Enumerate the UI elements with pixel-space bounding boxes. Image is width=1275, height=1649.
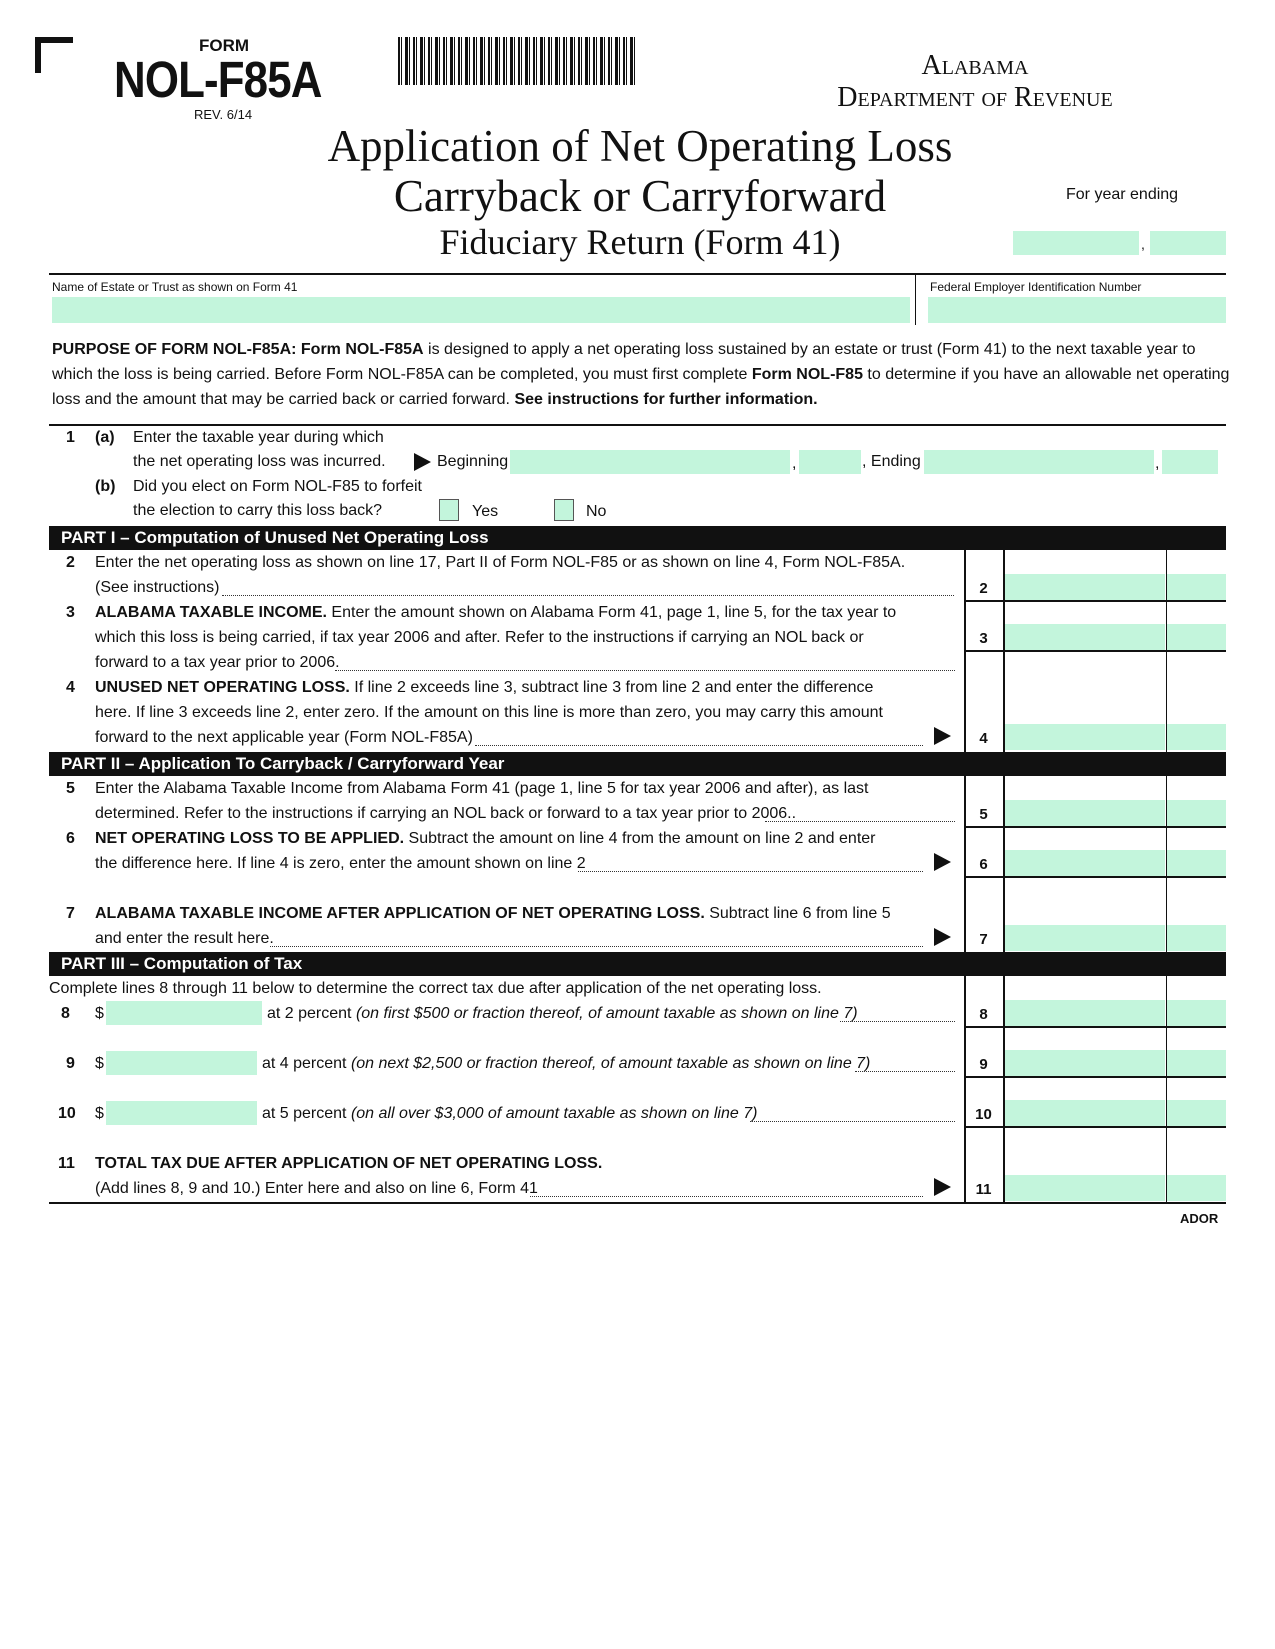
line3-box-number: 3 xyxy=(979,630,988,647)
year-ending-month-day-field[interactable] xyxy=(1013,231,1139,255)
yes-label: Yes xyxy=(472,503,499,520)
line2-amount-field[interactable] xyxy=(1005,574,1165,600)
line2-box-number: 2 xyxy=(979,580,988,597)
purpose-text2: to determine if you have an allowable net operating loss and the amount that may be carried back or carried forward. xyxy=(52,366,1230,408)
beginning-label: Beginning xyxy=(437,453,509,470)
line3-number: 3 xyxy=(66,604,75,621)
revision: REV. 6/14 xyxy=(194,107,253,122)
dot-leader xyxy=(270,945,923,947)
line10-number: 10 xyxy=(58,1105,76,1122)
line8-number: 8 xyxy=(61,1005,70,1022)
dot-leader xyxy=(840,1020,955,1022)
agency-name: Alabama xyxy=(921,50,1029,81)
line8-rate: at 2 percent xyxy=(267,1005,356,1022)
line4-box-number: 4 xyxy=(979,730,988,747)
dollar-sign: $ xyxy=(95,1055,104,1072)
year-ending-label: For year ending xyxy=(1066,186,1179,203)
corner-mark xyxy=(35,37,73,73)
comma: , xyxy=(1141,236,1145,252)
fein-field[interactable] xyxy=(928,297,1226,323)
comma: , xyxy=(792,455,797,472)
footer-code: ADOR xyxy=(1180,1211,1219,1226)
part1-header: PART I – Computation of Unused Net Operating Loss xyxy=(49,526,1226,550)
line6-text-a-rest: Subtract the amount on line 4 from the amount on line 2 and enter xyxy=(404,830,876,847)
line4-text-a-rest: If line 2 exceeds line 3, subtract line 3 from line 2 and enter the difference xyxy=(349,679,874,696)
dot-leader xyxy=(765,820,955,822)
line10-box-number: 10 xyxy=(975,1106,992,1123)
arrow-icon xyxy=(934,853,951,871)
line2-text-a: Enter the net operating loss as shown on line 17, Part II of Form NOL-F85 or as shown on line 4, Form NOL-F85A. xyxy=(95,554,906,571)
dot-leader xyxy=(530,1195,923,1197)
dot-leader xyxy=(578,870,923,872)
line4-amount-field[interactable] xyxy=(1005,724,1165,750)
line7-number: 7 xyxy=(66,905,75,922)
purpose-lead: PURPOSE OF FORM NOL-F85A: Form NOL-F85A xyxy=(52,341,424,358)
line10-cents-field[interactable] xyxy=(1167,1100,1226,1126)
dot-leader xyxy=(750,1120,955,1122)
dot-leader xyxy=(335,669,955,671)
ending-label: , Ending xyxy=(862,453,921,470)
line7-text-a xyxy=(95,905,891,923)
beginning-year-field[interactable] xyxy=(799,450,861,474)
part2-header: PART II – Application To Carryback / Carryforward Year xyxy=(49,752,1226,776)
line11-cents-field[interactable] xyxy=(1167,1175,1226,1201)
line5-cents-field[interactable] xyxy=(1167,800,1226,826)
line9-number: 9 xyxy=(66,1055,75,1072)
line7-cents-field[interactable] xyxy=(1167,925,1226,951)
line9-cents-field[interactable] xyxy=(1167,1050,1226,1076)
agency-department: Department of Revenue xyxy=(837,82,1113,113)
estate-name-field[interactable] xyxy=(52,297,910,323)
comma: , xyxy=(1155,455,1160,472)
line9-note: (on next $2,500 or fraction thereof, of amount taxable as shown on line 7) xyxy=(350,1055,871,1072)
ending-year-field[interactable] xyxy=(1162,450,1218,474)
line8-note: (on first $500 or fraction thereof, of amount taxable as shown on line 7) xyxy=(355,1005,858,1022)
line1a-text2: the net operating loss was incurred. xyxy=(133,453,386,470)
line10-amount-field[interactable] xyxy=(1005,1100,1165,1126)
line2-cents-field[interactable] xyxy=(1167,574,1226,600)
line3-cents-field[interactable] xyxy=(1167,624,1226,650)
line5-number: 5 xyxy=(66,780,75,797)
line7-bold: ALABAMA TAXABLE INCOME AFTER APPLICATION OF NET OPERATING LOSS. xyxy=(95,905,705,922)
line10-text xyxy=(262,1105,757,1123)
arrow-icon xyxy=(414,453,431,471)
line10-rate: at 5 percent xyxy=(262,1105,351,1122)
arrow-icon xyxy=(934,727,951,745)
line11-text-a: TOTAL TAX DUE AFTER APPLICATION OF NET OPERATING LOSS. xyxy=(95,1155,603,1172)
rule xyxy=(964,1126,1226,1128)
line1b-label: (b) xyxy=(95,478,116,495)
line9-taxable-amount-field[interactable] xyxy=(106,1051,257,1075)
line9-text xyxy=(262,1055,870,1073)
purpose-text1: is designed to apply a net operating loss sustained by an estate or trust (Form 41) to the next taxable year to which the loss is being carried. Before Form NOL-F85A can be completed, you must first complete xyxy=(52,341,1196,383)
line3-text-c: forward to a tax year prior to 2006. xyxy=(95,654,340,671)
line1a-text1: Enter the taxable year during which xyxy=(133,429,384,446)
line6-amount-field[interactable] xyxy=(1005,850,1165,876)
beginning-date-field[interactable] xyxy=(510,450,790,474)
rule xyxy=(964,826,1226,828)
purpose-bold3: See instructions for further information. xyxy=(514,391,818,408)
rule xyxy=(964,876,1226,878)
line3-amount-field[interactable] xyxy=(1005,624,1165,650)
rule xyxy=(49,1202,1226,1204)
line1-number: 1 xyxy=(66,429,75,446)
title-line1: Application of Net Operating Loss xyxy=(327,121,953,171)
dot-leader xyxy=(855,1070,955,1072)
line8-cents-field[interactable] xyxy=(1167,1000,1226,1026)
line5-text-b: determined. Refer to the instructions if carrying an NOL back or forward to a tax year prior to 2006.. xyxy=(95,805,797,822)
arrow-icon xyxy=(934,1178,951,1196)
line5-box-number: 5 xyxy=(979,806,988,823)
line2-text-b: (See instructions) xyxy=(95,579,220,596)
line11-number: 11 xyxy=(58,1155,75,1172)
purpose-bold2: Form NOL-F85 xyxy=(751,366,863,383)
line4-text-c: forward to the next applicable year (Form NOL-F85A) xyxy=(95,729,473,746)
line4-text-b: here. If line 3 exceeds line 2, enter zero. If the amount on this line is more than zero, you may carry this amount xyxy=(95,704,883,721)
line6-cents-field[interactable] xyxy=(1167,850,1226,876)
arrow-icon xyxy=(934,928,951,946)
ending-date-field[interactable] xyxy=(924,450,1154,474)
line1b-text1: Did you elect on Form NOL-F85 to forfeit xyxy=(133,478,422,495)
no-checkbox[interactable] xyxy=(554,499,574,521)
line9-amount-field[interactable] xyxy=(1005,1050,1165,1076)
rule xyxy=(49,424,1226,426)
line2-number: 2 xyxy=(66,554,75,571)
line1a-label: (a) xyxy=(95,429,115,446)
dollar-sign: $ xyxy=(95,1105,104,1122)
form-label: FORM xyxy=(199,36,250,55)
line7-box-number: 7 xyxy=(979,931,988,948)
line7-text-a-rest: Subtract line 6 from line 5 xyxy=(704,905,891,922)
purpose-paragraph xyxy=(52,337,1232,412)
rule xyxy=(964,1026,1226,1028)
rule xyxy=(49,273,1226,275)
line1b-text2: the election to carry this loss back? xyxy=(133,502,383,519)
line3-bold: ALABAMA TAXABLE INCOME. xyxy=(95,604,327,621)
dollar-sign: $ xyxy=(95,1005,104,1022)
part3-intro: Complete lines 8 through 11 below to determine the correct tax due after application of the net operating loss. xyxy=(49,980,822,997)
line8-box-number: 8 xyxy=(979,1006,988,1023)
line6-number: 6 xyxy=(66,830,75,847)
line11-amount-field[interactable] xyxy=(1005,1175,1165,1201)
barcode xyxy=(398,37,638,85)
line6-text-a xyxy=(95,830,875,848)
no-label: No xyxy=(586,503,607,520)
line10-note: (on all over $3,000 of amount taxable as shown on line 7) xyxy=(350,1105,758,1122)
line3-text-a xyxy=(95,604,896,622)
divider xyxy=(915,273,916,325)
title-line3: Fiduciary Return (Form 41) xyxy=(439,222,841,262)
fein-label: Federal Employer Identification Number xyxy=(930,280,1142,294)
rule xyxy=(964,650,1226,652)
name-label: Name of Estate or Trust as shown on Form 41 xyxy=(52,280,298,294)
form-number: NOL-F85A xyxy=(114,51,322,108)
dot-leader xyxy=(222,594,954,596)
part3-header: PART III – Computation of Tax xyxy=(49,952,1226,976)
rule xyxy=(964,600,1226,602)
line3-text-a-rest: Enter the amount shown on Alabama Form 41, page 1, line 5, for the tax year to xyxy=(326,604,897,621)
line11-box-number: 11 xyxy=(975,1181,992,1198)
line6-text-b: the difference here. If line 4 is zero, enter the amount shown on line 2 xyxy=(95,855,586,872)
line5-text-a: Enter the Alabama Taxable Income from Alabama Form 41 (page 1, line 5 for tax year 2006 and after), as last xyxy=(95,780,869,797)
line10-taxable-amount-field[interactable] xyxy=(106,1101,257,1125)
line3-text-b: which this loss is being carried, if tax year 2006 and after. Refer to the instructions if carrying an NOL back or xyxy=(95,629,864,646)
line7-amount-field[interactable] xyxy=(1005,925,1165,951)
dot-leader xyxy=(475,744,923,746)
line8-taxable-amount-field[interactable] xyxy=(106,1001,262,1025)
title-line2: Carryback or Carryforward xyxy=(393,171,887,221)
line4-cents-field[interactable] xyxy=(1167,724,1226,750)
rule xyxy=(964,1076,1226,1078)
line4-number: 4 xyxy=(66,679,75,696)
line11-text-b: (Add lines 8, 9 and 10.) Enter here and also on line 6, Form 41 xyxy=(95,1180,538,1197)
line5-amount-field[interactable] xyxy=(1005,800,1165,826)
line6-box-number: 6 xyxy=(979,856,988,873)
line8-text xyxy=(267,1005,858,1023)
line9-rate: at 4 percent xyxy=(262,1055,351,1072)
line4-bold: UNUSED NET OPERATING LOSS. xyxy=(95,679,350,696)
line4-text-a xyxy=(95,679,873,697)
yes-checkbox[interactable] xyxy=(439,499,459,521)
year-ending-year-field[interactable] xyxy=(1150,231,1226,255)
line6-bold: NET OPERATING LOSS TO BE APPLIED. xyxy=(95,830,405,847)
line9-box-number: 9 xyxy=(979,1056,988,1073)
line8-amount-field[interactable] xyxy=(1005,1000,1165,1026)
line7-text-b: and enter the result here. xyxy=(95,930,274,947)
